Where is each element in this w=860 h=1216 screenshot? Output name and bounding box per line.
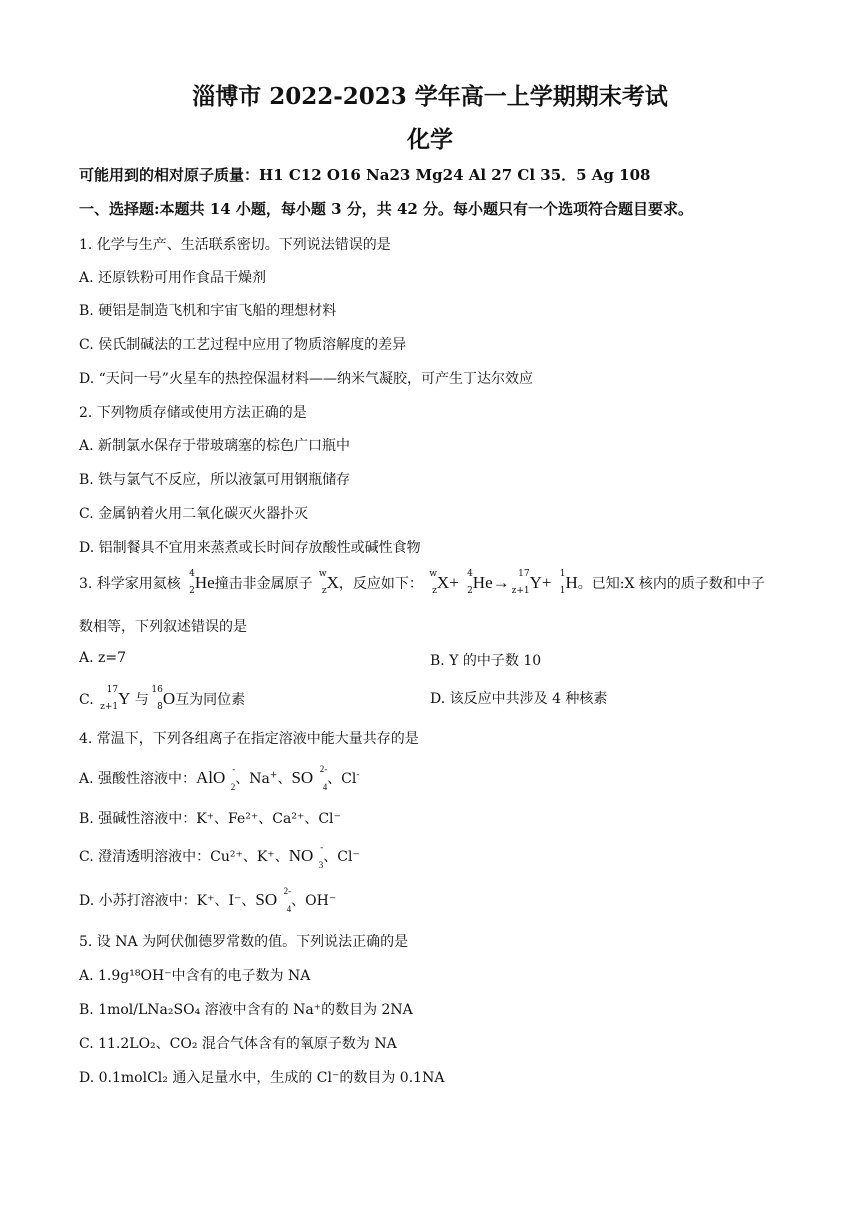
section-heading: 一、选择题:本题共 14 小题，每小题 3 分，共 42 分。每小题只有一个选项符合题目要求。 xyxy=(79,200,694,218)
q5-option-b: B. 1mol/LNa₂SO₄ 溶液中含有的 Na⁺的数目为 2NA xyxy=(79,1002,413,1018)
ion-so4: SO 2- 4 xyxy=(291,764,328,792)
q4-option-c: C. 澄清透明溶液中：Cu²⁺、K⁺、NO - 3 、Cl⁻ xyxy=(79,842,360,870)
eq-nuclide-he: 4 2 xyxy=(467,569,473,596)
page-title: 淄博市 2022-2023 学年高一上学期期末考试 xyxy=(192,83,668,110)
ion-so4: SO 2- 4 xyxy=(255,886,292,914)
nuclide-x: w z xyxy=(318,569,327,596)
q2-option-b: B. 铁与氯气不反应，所以液氯可用钢瓶储存 xyxy=(79,472,351,488)
q2-option-d: D. 铝制餐具不宜用来蒸煮或长时间存放酸性或碱性食物 xyxy=(79,540,421,556)
subject-title: 化学 xyxy=(407,126,453,153)
q4-option-d: D. 小苏打溶液中：K⁺、I⁻、SO 2- 4 、OH⁻ xyxy=(79,886,337,914)
nuclide-o: 16 8 xyxy=(151,685,163,712)
q5-option-a: A. 1.9g¹⁸OH⁻中含有的电子数为 NA xyxy=(79,968,311,984)
q4-stem: 4. 常温下，下列各组离子在指定溶液中能大量共存的是 xyxy=(79,731,419,747)
atomic-masses: 可能用到的相对原子质量：H1 C12 O16 Na23 Mg24 Al 27 Cl 35．5 Ag 108 xyxy=(79,166,651,184)
q1-option-c: C. 侯氏制碱法的工艺过程中应用了物质溶解度的差异 xyxy=(79,337,407,353)
q5-stem: 5. 设 NA 为阿伏伽德罗常数的值。下列说法正确的是 xyxy=(79,934,409,950)
q3-option-d: D. 该反应中共涉及 4 种核素 xyxy=(430,691,608,707)
q1-option-a: A. 还原铁粉可用作食品干燥剂 xyxy=(79,270,267,286)
eq-nuclide-h: 1 1 xyxy=(559,569,566,596)
q3-stem-line2: 数相等，下列叙述错误的是 xyxy=(79,619,247,635)
q5-option-d: D. 0.1molCl₂ 通入足量水中，生成的 Cl⁻的数目为 0.1NA xyxy=(79,1070,445,1086)
q4-option-a: A. 强酸性溶液中：AlO - 2 、Na+、SO 2- 4 、Cl- xyxy=(79,764,360,792)
q1-stem: 1. 化学与生产、生活联系密切。下列说法错误的是 xyxy=(79,237,391,253)
q1-option-d: D. “天问一号”火星车的热控保温材料——纳米气凝胶，可产生丁达尔效应 xyxy=(79,371,533,387)
eq-nuclide-y: 17 z+1 xyxy=(511,569,530,596)
q3-option-b: B. Y 的中子数 10 xyxy=(430,653,542,669)
q3-stem: 3. 科学家用氦核 4 2 He撞击非金属原子 w z X，反应如下： w z X+ 4 2 He→ 17 z+1 Y+ 1 1 H。已知:X 核内的质子数和中子 xyxy=(79,569,765,596)
q5-option-c: C. 11.2LO₂、CO₂ 混合气体含有的氧原子数为 NA xyxy=(79,1036,397,1052)
ion-alo2: AlO - 2 xyxy=(196,764,236,792)
ion-no3: NO - 3 xyxy=(288,842,324,870)
nuclide-y: 17 z+1 xyxy=(100,685,119,712)
nuclide-he: 4 2 xyxy=(189,569,195,596)
q3-option-c: C. 17 z+1 Y 与 16 8 O互为同位素 xyxy=(79,685,246,712)
q2-option-a: A. 新制氯水保存于带玻璃塞的棕色广口瓶中 xyxy=(79,438,351,454)
eq-nuclide-x: w z xyxy=(429,569,437,596)
q4-option-b: B. 强碱性溶液中：K⁺、Fe²⁺、Ca²⁺、Cl⁻ xyxy=(79,811,341,827)
q3-option-a: A. z=7 xyxy=(79,650,127,666)
q2-stem: 2. 下列物质存储或使用方法正确的是 xyxy=(79,405,307,421)
q1-option-b: B. 硬铝是制造飞机和宇宙飞船的理想材料 xyxy=(79,303,337,319)
q2-option-c: C. 金属钠着火用二氧化碳灭火器扑灭 xyxy=(79,506,309,522)
